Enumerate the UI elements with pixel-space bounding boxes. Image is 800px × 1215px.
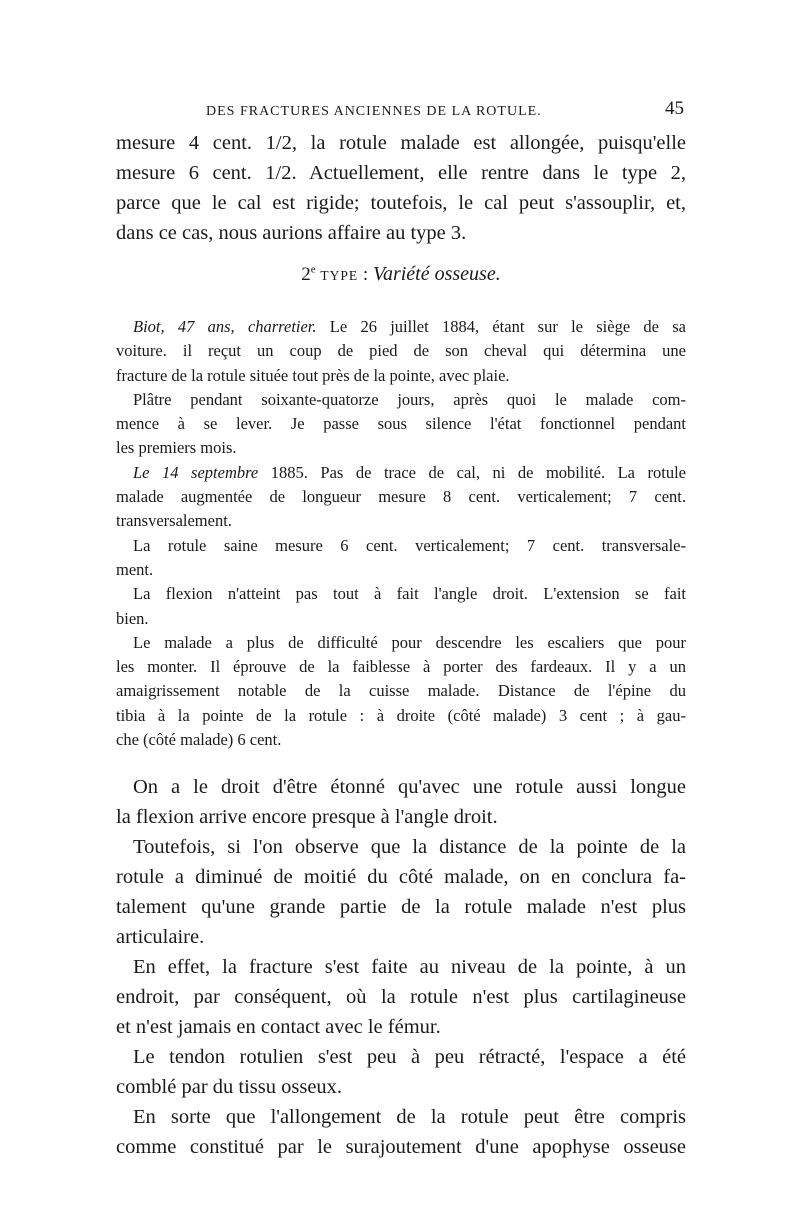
text-line: Toutefois, si l'on observe que la distance de la pointe de la (133, 836, 686, 858)
text-line: endroit, par conséquent, où la rotule n'est plus cartilagineuse (116, 986, 686, 1008)
text-line: et n'est jamais en contact avec le fémur. (116, 1016, 441, 1038)
text-line: Le 14 septembre 1885. Pas de trace de cal, ni de mobilité. La rotule (133, 462, 687, 482)
text-line: dans ce cas, nous aurions affaire au type 3. (116, 222, 467, 244)
text-line: fracture de la rotule située tout près de la pointe, avec plaie. (116, 365, 510, 385)
text-line: ment. (116, 559, 154, 579)
text-line: Plâtre pendant soixante-quatorze jours, après quoi le malade com- (133, 389, 686, 409)
text-line: On a le droit d'être étonné qu'avec une rotule aussi longue (133, 776, 686, 798)
running-title: DES FRACTURES ANCIENNES DE LA ROTULE. (206, 104, 542, 119)
text-line: La flexion n'atteint pas tout à fait l'angle droit. L'extension se fait (133, 584, 686, 604)
page-number: 45 (665, 98, 684, 119)
text-line: En sorte que l'allongement de la rotule peut être compris (133, 1106, 686, 1128)
heading-superscript: e (310, 263, 316, 276)
text-line: les monter. Il éprouve de la faiblesse à porter des fardeaux. Il y a un (116, 657, 686, 677)
text-line: En effet, la fracture s'est faite au niveau de la pointe, à un (133, 956, 686, 978)
text-line: amaigrissement notable de la cuisse malade. Distance de l'épine du (116, 681, 686, 701)
text-line: articulaire. (116, 926, 205, 948)
text-line: voiture. il reçut un coup de pied de son cheval qui détermina une (116, 341, 686, 361)
text-line: che (côté malade) 6 cent. (116, 730, 282, 750)
section-heading (116, 263, 686, 286)
patient-name: Biot, 47 ans, charretier. (133, 317, 317, 336)
text-line: tibia à la pointe de la rotule : à droite (côté malade) 3 cent ; à gau- (116, 705, 686, 725)
text-line: la flexion arrive encore presque à l'angle droit. (116, 806, 498, 828)
discussion (116, 772, 686, 1162)
text-line: les premiers mois. (116, 438, 237, 458)
text-line: Le malade a plus de difficulté pour descendre les escaliers que pour (133, 632, 686, 652)
text-line: talement qu'une grande partie de la rotule malade n'est plus (116, 896, 686, 918)
text-line: transversalement. (116, 511, 232, 531)
text-line: mesure 6 cent. 1/2. Actuellement, elle rentre dans le type 2, (116, 162, 686, 184)
text-line: Le tendon rotulien s'est peu à peu rétracté, l'espace a été (133, 1046, 686, 1068)
text-line: comme constitué par le surajoutement d'une apophyse osseuse (116, 1136, 686, 1158)
text-line: La rotule saine mesure 6 cent. verticalement; 7 cent. transversale- (133, 535, 686, 555)
case-report (116, 315, 686, 752)
exam-date: Le 14 septembre (133, 462, 259, 482)
text-line: malade augmentée de longueur mesure 8 cent. verticalement; 7 cent. (116, 487, 686, 507)
heading-separator: : (362, 264, 369, 285)
text-line: parce que le cal est rigide; toutefois, le cal peut s'assouplir, et, (116, 192, 686, 214)
intro-paragraph (116, 128, 686, 248)
text-line: Biot, 47 ans, charretier. Le 26 juillet 1884, étant sur le siège de sa (133, 317, 686, 336)
text-line: mence à se lever. Je passe sous silence l'état fonctionnel pendant (116, 414, 686, 434)
text-line: rotule a diminué de moitié du côté malade, on en conclura fa- (116, 866, 686, 888)
heading-number: 2 (301, 264, 311, 285)
text-line: bien. (116, 608, 149, 628)
heading-title: Variété osseuse. (372, 263, 501, 285)
text-line: comblé par du tissu osseux. (116, 1076, 343, 1098)
heading-type-label: TYPE (320, 268, 359, 283)
page-header (116, 98, 686, 124)
text-line: mesure 4 cent. 1/2, la rotule malade est allongée, puisqu'elle (116, 132, 686, 154)
